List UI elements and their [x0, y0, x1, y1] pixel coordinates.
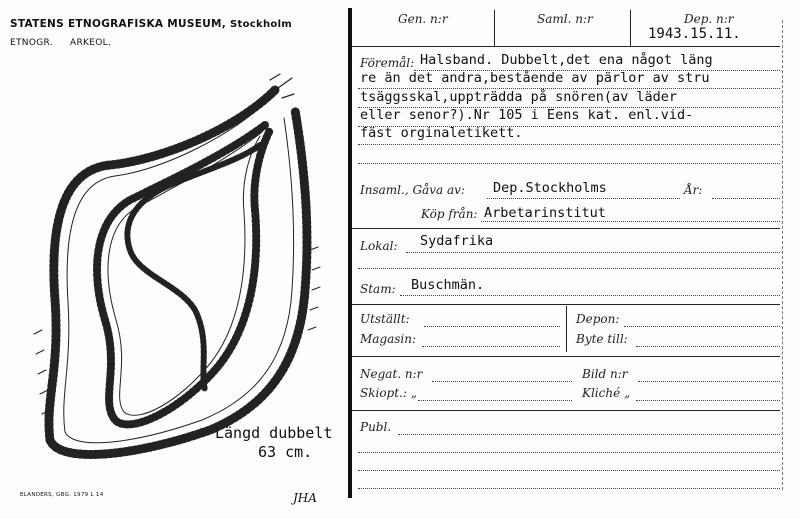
lokal-value: Sydafrika: [420, 233, 494, 249]
ar-label: År:: [684, 183, 703, 197]
magasin-label: Magasin:: [360, 332, 417, 346]
section-rule: [352, 356, 780, 357]
skiopt-label: Skiopt.: „: [360, 386, 417, 400]
dotted-rule: [624, 326, 780, 327]
section-rule: [352, 410, 780, 411]
byte-label: Byte till:: [576, 332, 628, 346]
dotted-rule: [358, 107, 780, 108]
dotted-rule: [487, 198, 680, 199]
dotted-rule: [358, 88, 780, 89]
insaml-label: [360, 183, 465, 197]
dotted-rule: [358, 126, 780, 127]
stam-value: Buschmän.: [411, 277, 485, 293]
form-left-border: [348, 8, 352, 498]
gava-label: Gåva av:: [412, 183, 465, 197]
section-rule: [352, 304, 780, 305]
length-line-2: 63 cm.: [258, 443, 313, 461]
negat-label: Negat. n:r: [360, 367, 423, 381]
dotted-rule: [398, 434, 780, 435]
dep-nr-value: 1943.15.11.: [648, 26, 741, 42]
utstallt-label: Utställt:: [360, 312, 410, 326]
dotted-rule: [358, 144, 780, 145]
dotted-rule: [358, 268, 780, 269]
lokal-label: Lokal:: [360, 239, 398, 253]
divider: [630, 10, 631, 46]
dotted-rule: [406, 252, 780, 253]
kliche-label: Kliché „: [582, 386, 631, 400]
dotted-rule: [358, 163, 780, 164]
gava-value: Dep.Stockholms: [493, 180, 607, 196]
department-labels: [10, 38, 125, 48]
divider: [566, 306, 567, 352]
dotted-rule: [636, 346, 780, 347]
description-line: re än det andra,bestående av pärlor av stru: [360, 70, 710, 86]
dotted-rule: [424, 326, 560, 327]
dotted-rule: [636, 400, 780, 401]
description-line: fäst orginaletikett.: [360, 125, 523, 141]
dotted-rule: [432, 381, 572, 382]
dotted-rule: [712, 198, 780, 199]
dotted-rule: [358, 452, 780, 453]
dotted-rule: [414, 70, 780, 71]
dotted-rule: [358, 488, 780, 489]
museum-name: STATENS ETNOGRAFISKA MUSEUM,: [10, 18, 227, 30]
gen-nr-label: Gen. n:r: [398, 12, 448, 26]
description-line: tsäggsskal,uppträdda på snören(av läder: [360, 89, 677, 105]
right-margin-marks: [782, 20, 783, 490]
dotted-rule: [418, 400, 572, 401]
dept-arkeol: ARKEOL.: [70, 38, 112, 48]
inner-strand: [97, 125, 270, 424]
header-rule: [352, 46, 780, 47]
foremal-label: Föremål:: [360, 56, 415, 70]
description-line: eller senor?).Nr 105 i Eens kat. enl.vid-: [360, 107, 694, 123]
dep-nr-label: Dep. n:r: [684, 12, 734, 26]
dotted-rule: [422, 346, 560, 347]
dotted-rule: [358, 470, 780, 471]
printer-mark: ELANDERS, GBG. 1979 L 14: [20, 492, 104, 498]
kop-label: Köp från:: [421, 207, 478, 221]
museum-city: Stockholm: [230, 19, 293, 30]
publ-label: Publ.: [360, 420, 392, 434]
museum-header: [10, 18, 292, 30]
stam-label: Stam:: [360, 282, 396, 296]
depon-label: Depon:: [576, 312, 620, 326]
description-line: Halsband. Dubbelt,det ena något läng: [420, 52, 713, 68]
length-line-1: Längd dubbelt: [215, 424, 333, 442]
section-rule: [352, 228, 780, 229]
divider: [494, 10, 495, 46]
signature: JHA: [293, 491, 317, 505]
insaml-text: Insaml.,: [360, 183, 409, 197]
dept-etnogr: ETNOGR.: [10, 38, 53, 48]
saml-nr-label: Saml. n:r: [537, 12, 593, 26]
kop-value: Arbetarinstitut: [484, 205, 606, 221]
bild-label: Bild n:r: [582, 367, 628, 381]
dotted-rule: [481, 221, 780, 222]
dotted-rule: [400, 295, 780, 296]
dotted-rule: [638, 381, 780, 382]
bead-strand: [127, 145, 260, 390]
